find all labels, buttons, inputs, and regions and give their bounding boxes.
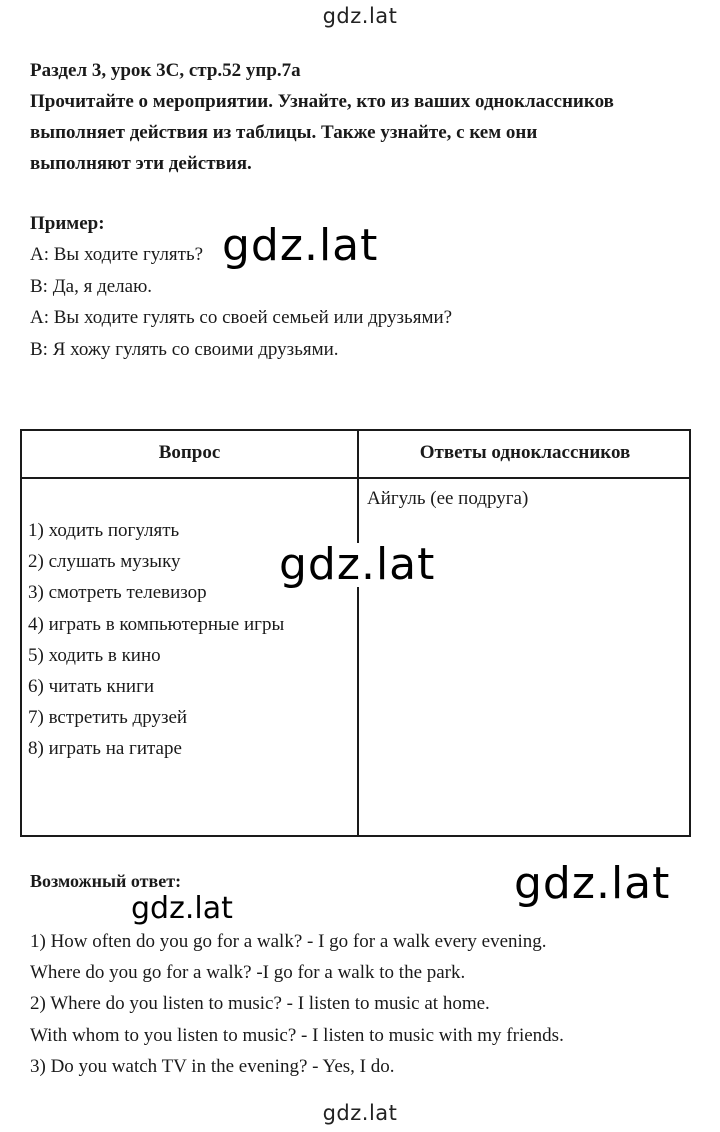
- example-label: Пример:: [30, 213, 105, 234]
- example-line: А: Вы ходите гулять?: [30, 244, 204, 265]
- question-item: 1) ходить погулять: [28, 520, 180, 541]
- watermark-overlay: gdz.lat: [128, 894, 236, 924]
- question-list: [28, 515, 284, 765]
- activities-table: [20, 429, 691, 837]
- instruction-line: выполняют эти действия.: [30, 153, 252, 174]
- question-item: 3) смотреть телевизор: [28, 582, 207, 604]
- example-line: В: Я хожу гулять со своими друзьями.: [30, 338, 339, 360]
- answer-line: With whom to you listen to music? - I listen to music with my friends.: [30, 1024, 564, 1046]
- question-item: 6) читать книги: [28, 676, 155, 698]
- watermark-bottom: gdz.lat: [322, 1101, 398, 1125]
- instruction-line: выполняет действия из таблицы. Также узнайте, с кем они: [30, 122, 538, 143]
- table-header-question: Вопрос: [158, 442, 221, 463]
- table-header-divider: [22, 477, 689, 479]
- classmate-answer: Айгуль (ее подруга): [367, 488, 529, 509]
- example-line: А: Вы ходите гулять со своей семьей или друзьями?: [30, 307, 453, 328]
- answer-line: 3) Do you watch TV in the evening? - Yes, I do.: [30, 1055, 395, 1077]
- question-item: 4) играть в компьютерные игры: [28, 613, 285, 635]
- question-item: 8) играть на гитаре: [28, 738, 182, 760]
- watermark-overlay: gdz.lat: [218, 224, 382, 268]
- question-item: 7) встретить друзей: [28, 707, 188, 729]
- task-heading: Раздел 3, урок 3С, стр.52 упр.7а: [30, 60, 301, 81]
- table-column-divider: [357, 431, 359, 835]
- watermark-top: gdz.lat: [322, 4, 398, 28]
- question-item: 2) слушать музыку: [28, 551, 181, 573]
- possible-answer-label: Возможный ответ:: [30, 871, 182, 891]
- watermark-overlay: gdz.lat: [510, 862, 674, 906]
- answer-line: 2) Where do you listen to music? - I listen to music at home.: [30, 993, 490, 1015]
- question-item: 5) ходить в кино: [28, 644, 161, 666]
- task-block: [30, 55, 690, 179]
- instruction-line: Прочитайте о мероприятии. Узнайте, кто из ваших одноклассников: [30, 91, 614, 112]
- watermark-overlay: gdz.lat: [275, 543, 439, 587]
- answer-line: 1) How often do you go for a walk? - I go for a walk every evening.: [30, 931, 547, 952]
- example-line: В: Да, я делаю.: [30, 275, 153, 297]
- answer-line: Where do you go for a walk? -I go for a walk to the park.: [30, 962, 466, 984]
- table-header-answers: Ответы одноклассников: [419, 442, 631, 463]
